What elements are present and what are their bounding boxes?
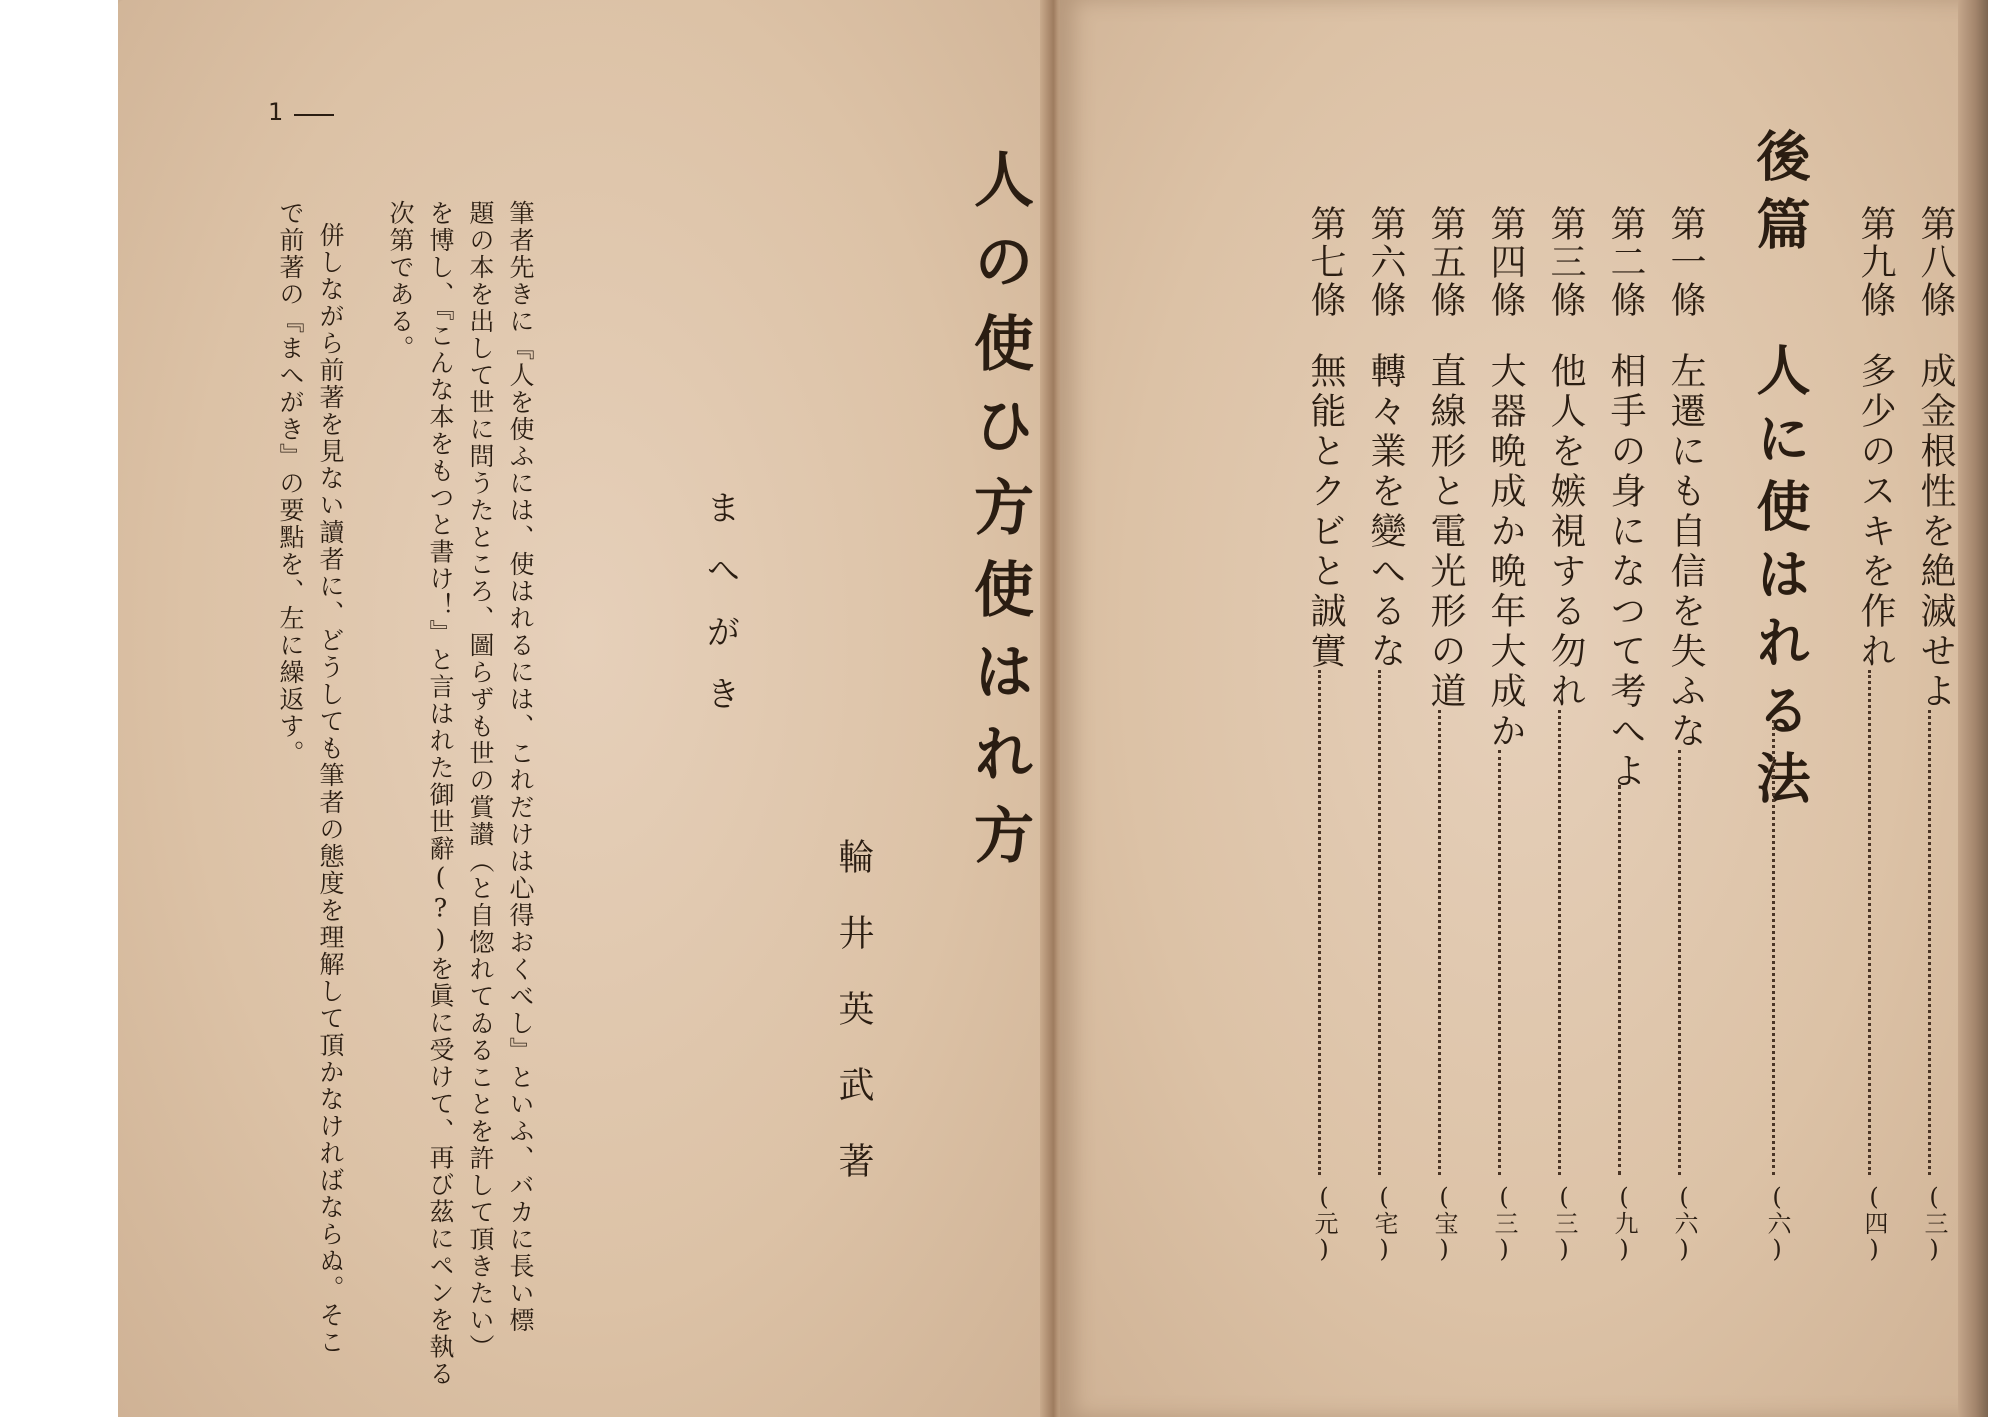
toc-entry-title: 左遷にも自信を失ふな: [1665, 352, 1706, 752]
toc-entry-title: 成金根性を絶滅せよ: [1915, 352, 1956, 712]
toc-entry-page: (三): [1920, 1183, 1948, 1263]
right-page: [1060, 0, 1968, 1417]
toc-entry-page: (六): [1670, 1183, 1698, 1263]
preface-line: 筆者先きに『人を使ふには、使はれるには、これだけは心得おくべし』といふ、バカに長い標: [506, 200, 535, 1334]
toc-leader: [1678, 750, 1681, 1175]
toc-entry-number: 第九條: [1855, 205, 1896, 319]
toc-entry-number: 第六條: [1365, 205, 1406, 319]
open-book: [118, 0, 1968, 1417]
section-title: 後篇 人に使はれる法: [1748, 128, 1812, 818]
toc-leader: [1318, 670, 1321, 1175]
toc-entry-title: 無能とクビと誠實: [1305, 352, 1346, 672]
toc-leader: [1438, 710, 1441, 1175]
preface-line: を博し、『こんな本をもつと書け！』と言はれた御世辭(?)を眞に受けて、再び茲にペンを執る: [426, 200, 455, 1388]
toc-entry-page: (三): [1490, 1183, 1518, 1263]
preface-line: 併しながら前著を見ない讀者に、どうしても筆者の態度を理解して頂かなければならぬ。そこ: [316, 222, 345, 1356]
toc-entry-page: (宝): [1430, 1183, 1458, 1263]
toc-entry-number: 第一條: [1665, 205, 1706, 319]
preface-line: で前著の『まへがき』の要點を、左に繰返す。: [276, 200, 305, 767]
page-number-rule: [294, 114, 334, 116]
toc-entry-page: (元): [1310, 1183, 1338, 1263]
toc-leader: [1618, 785, 1621, 1175]
toc-entry-page: (三): [1550, 1183, 1578, 1263]
toc-leader: [1378, 670, 1381, 1175]
author-name: 輪井英武著: [833, 838, 874, 1218]
toc-entry-title: 多少のスキを作れ: [1855, 352, 1896, 672]
toc-leader: [1558, 710, 1561, 1175]
preface-line: 次第である。: [386, 200, 415, 362]
toc-entry-page: (九): [1610, 1183, 1638, 1263]
section-page: (六): [1763, 1183, 1791, 1263]
toc-entry-title: 相手の身になつて考へよ: [1605, 352, 1646, 792]
toc-leader: [1928, 710, 1931, 1175]
toc-entry-number: 第八條: [1915, 205, 1956, 319]
toc-entry-number: 第五條: [1425, 205, 1466, 319]
toc-entry-page: (宅): [1370, 1183, 1398, 1263]
toc-entry-title: 轉々業を變へるな: [1365, 352, 1406, 672]
preface-line: 題の本を出して世に問うたところ、圖らずも世の賞讃（と自惚れてゐることを許して頂きたい）: [466, 200, 495, 1361]
toc-leader: [1772, 720, 1775, 1175]
toc-entry-number: 第二條: [1605, 205, 1646, 319]
toc-entry-title: 他人を嫉視する勿れ: [1545, 352, 1586, 712]
toc-entry-title: 大器晩成か晩年大成か: [1485, 352, 1526, 752]
toc-entry-number: 第七條: [1305, 205, 1346, 319]
toc-leader: [1498, 750, 1501, 1175]
page-number: 1: [268, 98, 284, 126]
toc-entry-number: 第四條: [1485, 205, 1526, 319]
preface-heading: まへがき: [700, 490, 740, 738]
toc-leader: [1868, 670, 1871, 1175]
page-edge: [1958, 0, 1988, 1417]
toc-entry-page: (四): [1860, 1183, 1888, 1263]
toc-entry-title: 直線形と電光形の道: [1425, 352, 1466, 712]
toc-entry-number: 第三條: [1545, 205, 1586, 319]
book-title: 人の使ひ方使はれ方: [964, 148, 1034, 886]
left-page: [118, 0, 1048, 1417]
